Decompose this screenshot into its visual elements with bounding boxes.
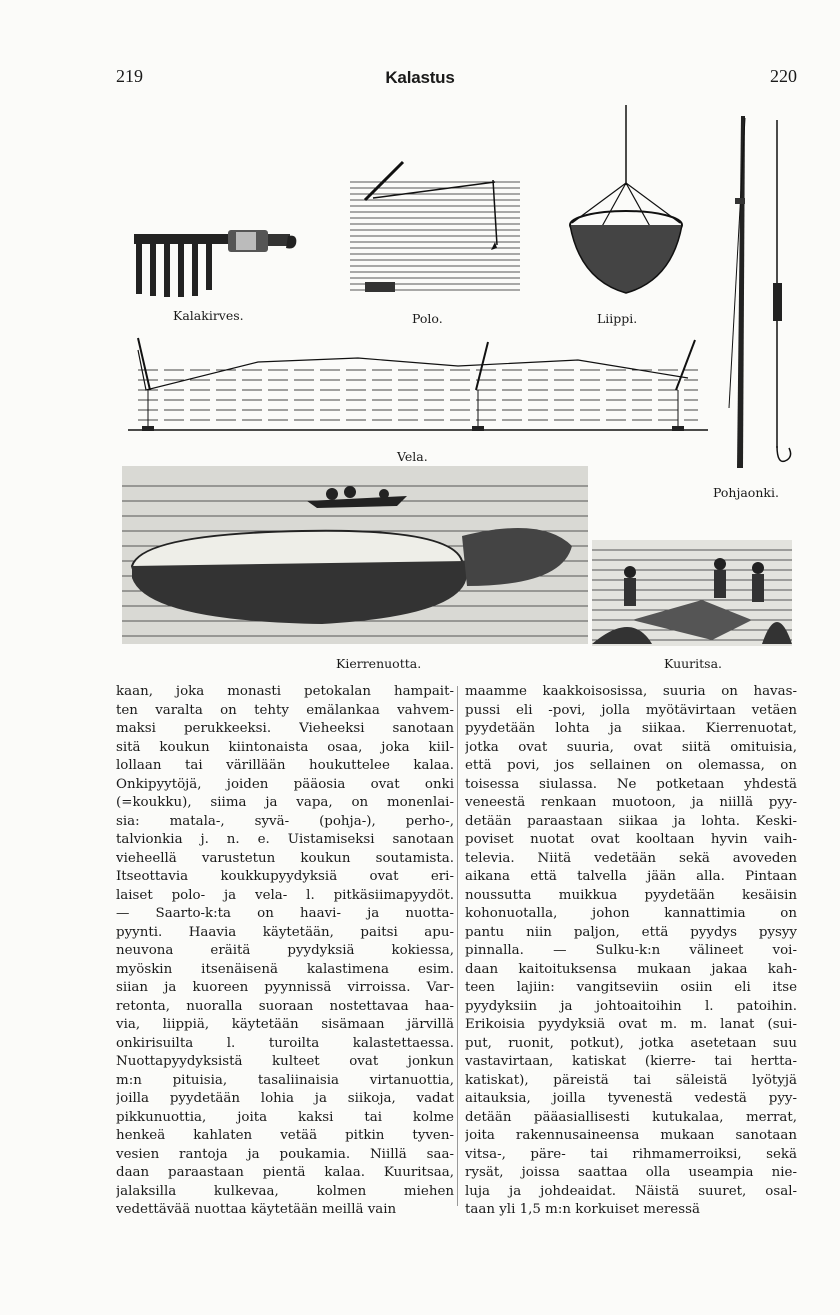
text-line: pussi eli -povi, jolla myötävirtaan vetäen bbox=[465, 702, 797, 718]
text-line: vastavirtaan, katiskat (kierre- tai hertta- bbox=[465, 1054, 797, 1069]
text-line: daan paraastaan pientä kalaa. Kuuritsaa, bbox=[116, 1165, 454, 1180]
text-line: sia: matala-, syvä- (pohja-), perho-, bbox=[116, 813, 454, 829]
text-line: toisessa siulassa. Ne potketaan yhdestä bbox=[465, 776, 797, 792]
text-line: pikkunuottia, joita kaksi tai kolme bbox=[116, 1109, 454, 1125]
pohjaonki-illustration bbox=[715, 108, 800, 473]
caption-kierrenuotta: Kierrenuotta. bbox=[336, 656, 422, 671]
text-line: aitauksia, joilla tyvenestä vedestä pyy- bbox=[465, 1091, 797, 1106]
text-line: rysät, joissa saattaa olla useampia nie- bbox=[465, 1165, 797, 1180]
caption-kuuritsa: Kuuritsa. bbox=[664, 656, 723, 671]
text-line: sitä koukun kiintonaista osaa, joka kiil- bbox=[116, 739, 454, 755]
kalakirves-illustration bbox=[128, 222, 308, 302]
text-line: kaan, joka monasti petokalan hampait- bbox=[116, 684, 454, 699]
text-line: joita rakennusaineensa mukaan sanotaan bbox=[465, 1128, 797, 1143]
text-line: maksi perukkeeksi. Vieheeksi sanotaan bbox=[116, 721, 454, 736]
text-line: teen lajiin: vangitseviin osiin eli itse bbox=[465, 980, 797, 995]
text-line: vesien rantoja ja poukamia. Niillä saa- bbox=[116, 1146, 454, 1162]
text-line: via, liippiä, käytetään sisämaan järvillä bbox=[116, 1017, 454, 1032]
text-line: talvionkia j. n. e. Uistamiseksi sanotaan bbox=[116, 832, 454, 847]
text-line: henkeä kahlaten vetää pitkin tyven- bbox=[116, 1128, 454, 1143]
text-line: joilla pyydetään lohia ja siikoja, vadat bbox=[116, 1091, 454, 1106]
text-line: retonta, nuoralla suoraan nostettavaa haa- bbox=[116, 998, 454, 1014]
text-line: m:n pituisia, tasaliinaisia virtanuottia, bbox=[116, 1072, 454, 1088]
text-line: aikana että talvella jään alla. Pintaan bbox=[465, 869, 797, 884]
vela-illustration bbox=[128, 330, 708, 438]
left-text-column bbox=[116, 683, 454, 1220]
column-divider bbox=[457, 686, 458, 1206]
text-line: daan kaitoituksensa mukaan jakaa kah- bbox=[465, 961, 797, 977]
text-line: put, ruonit, potkut), jotka asetetaan suu bbox=[465, 1035, 797, 1051]
text-line: maamme kaakkoisosissa, suuria on havas- bbox=[465, 684, 797, 699]
kierrenuotta-illustration bbox=[122, 466, 588, 644]
text-line: ten varalta on tehty emälankaa vahvem- bbox=[116, 702, 454, 718]
text-line: veneestä renkaan muotoon, ja niillä pyy- bbox=[465, 795, 797, 810]
text-line: (=koukku), siima ja vapa, on monenlai- bbox=[116, 795, 454, 810]
text-line: kohonuotalla, johon kannattimia on bbox=[465, 906, 797, 921]
caption-kalakirves: Kalakirves. bbox=[173, 308, 244, 323]
text-line: noussutta muikkua pyydetään kesäisin bbox=[465, 887, 797, 903]
text-line: pinnalla. — Sulku-k:n välineet voi- bbox=[465, 943, 797, 958]
text-line: siian ja kuoreen pyynnissä virroissa. Var- bbox=[116, 980, 454, 995]
text-line: katiskat), päreistä tai säleistä lyötyjä bbox=[465, 1072, 797, 1088]
text-line: Nuottapyydyksistä kulteet ovat jonkun bbox=[116, 1054, 454, 1069]
text-line: Onkipyytöjä, joiden pääosia ovat onki bbox=[116, 776, 454, 792]
text-line: luja ja johdeaidat. Näistä suuret, osal- bbox=[465, 1183, 797, 1199]
text-line: pyynti. Haavia käytetään, paitsi apu- bbox=[116, 924, 454, 940]
page-number-left: 219 bbox=[116, 66, 143, 86]
text-line: jotka ovat suuria, ovat siitä omituisia, bbox=[465, 739, 797, 755]
caption-pohjaonki: Pohjaonki. bbox=[713, 485, 779, 500]
text-line: lollaan tai värillään houkuttelee kalaa. bbox=[116, 758, 454, 773]
caption-vela: Vela. bbox=[397, 449, 428, 464]
polo-illustration bbox=[345, 160, 525, 300]
text-line: vieheellä varustetun koukun soutamista. bbox=[116, 850, 454, 866]
text-line: Erikoisia pyydyksiä ovat m. m. lanat (sui- bbox=[465, 1017, 797, 1032]
text-line: — Saarto-k:ta on haavi- ja nuotta- bbox=[116, 906, 454, 921]
text-line: televia. Niitä vedetään sekä avoveden bbox=[465, 850, 797, 866]
text-line: poviset nuotat ovat kooltaan hyvin vaih- bbox=[465, 832, 797, 847]
text-line: detään paraastaan siikaa ja lohta. Keski- bbox=[465, 813, 797, 829]
text-line: jalaksilla kulkevaa, kolmen miehen bbox=[116, 1183, 454, 1199]
caption-liippi: Liippi. bbox=[597, 311, 638, 326]
text-line: pyydetään lohta ja siikaa. Kierrenuotat, bbox=[465, 721, 797, 736]
running-head-title: Kalastus bbox=[385, 68, 455, 87]
text-line: myöskin itsenäisenä kalastimena esim. bbox=[116, 961, 454, 977]
liippi-illustration bbox=[560, 105, 690, 305]
text-line: pantu niin paljon, että pyydys pysyy bbox=[465, 924, 797, 940]
right-text-column bbox=[465, 683, 797, 1220]
text-line: neuvona eräitä pyydyksiä kokiessa, bbox=[116, 943, 454, 958]
text-line: että povi, jos sellainen on olemassa, on bbox=[465, 758, 797, 773]
kuuritsa-illustration bbox=[592, 540, 792, 646]
text-line: vitsa-, päre- tai rihmamerroiksi, sekä bbox=[465, 1146, 797, 1162]
text-line: pyydyksiin ja johtoaitoihin l. patoihin. bbox=[465, 998, 797, 1014]
text-line: Itseottavia koukkupyydyksiä ovat eri- bbox=[116, 869, 454, 884]
page-number-right: 220 bbox=[770, 66, 797, 86]
text-line: laiset polo- ja vela- l. pitkäsiimapyydöt. bbox=[116, 887, 454, 903]
caption-polo: Polo. bbox=[412, 311, 443, 326]
text-line: detään pääasiallisesti kutukalaa, merrat, bbox=[465, 1109, 797, 1125]
text-line: vedettävää nuottaa käytetään meillä vain bbox=[116, 1202, 397, 1217]
text-line: taan yli 1,5 m:n korkuiset meressä bbox=[465, 1202, 700, 1217]
text-line: onkirisuilta l. turoilta kalastettaessa. bbox=[116, 1035, 454, 1051]
